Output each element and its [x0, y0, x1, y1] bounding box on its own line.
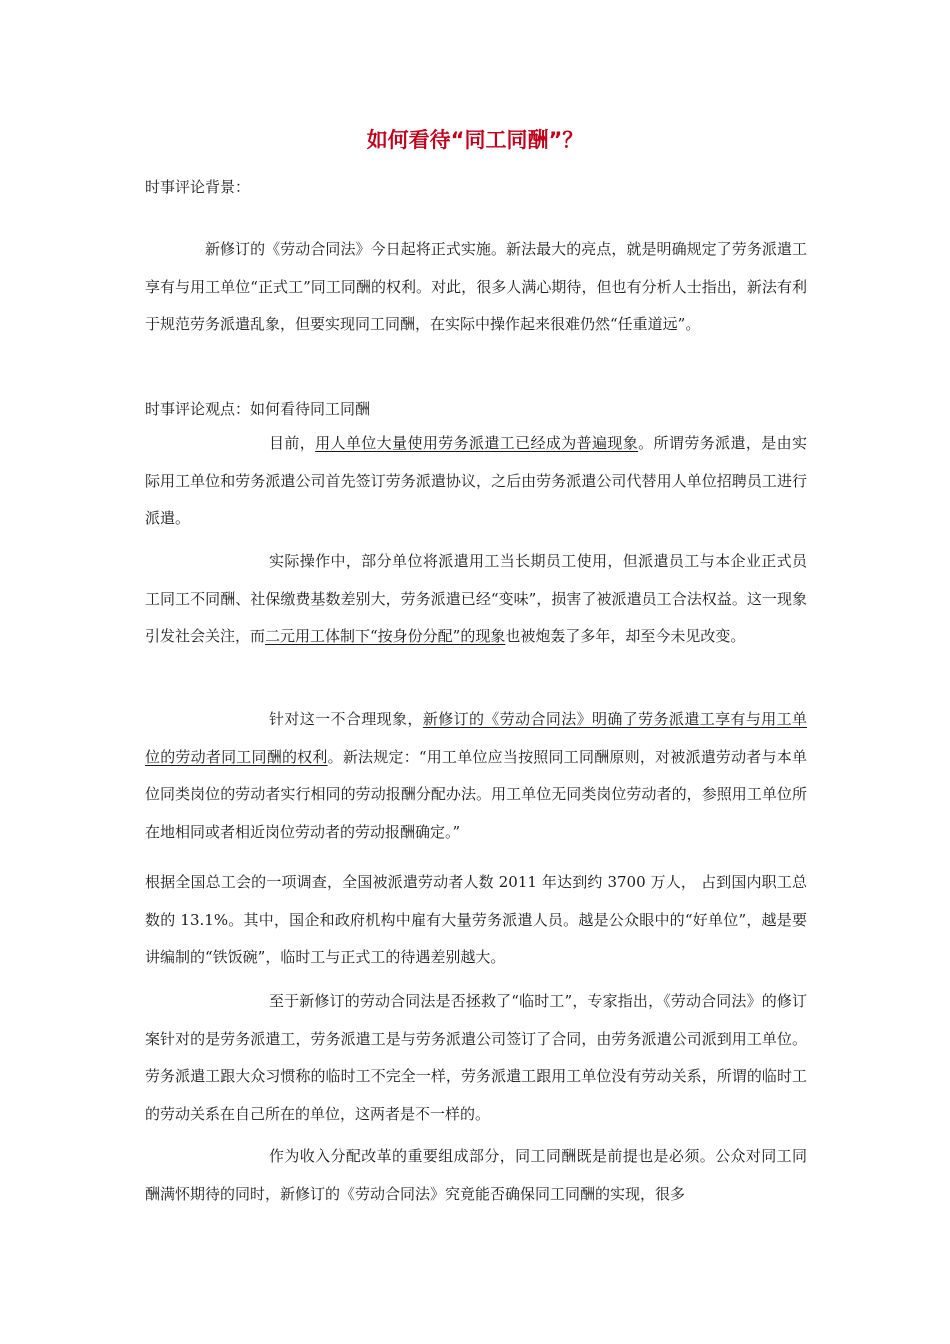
text-run: 。新法规定：“用工单位应当按照同工同酬原则，对被派遣劳动者与本单位同类岗位的劳动者实行相同的劳动报酬分配办法。用工单位无同类岗位劳动者的，参照用工单位所在地相同或者相近岗位劳动者的劳动报酬确定。” [145, 747, 807, 841]
underlined-text: 二元用工体制下“按身份分配”的现象 [265, 627, 506, 645]
paragraph-expert-opinion: 至于新修订的劳动合同法是否拯救了“临时工”，专家指出，《劳动合同法》的修订案针对的是劳务派遣工，劳务派遣工是与劳务派遣公司签订了合同，由劳务派遣公司派到用工单位。劳务派遣工跟大众习惯称的临时工不完全一样，劳务派遣工跟用工单位没有劳动关系，所谓的临时工的劳动关系在自己所在的单位，这两者是不一样的。 [145, 992, 807, 1123]
paragraph-current-situation [145, 425, 807, 538]
page-title: 如何看待“同工同酬”？ [366, 128, 584, 152]
underlined-text: 用人单位大量使用劳务派遣工已经成为普遍现象 [315, 434, 639, 452]
text-run: 实际操作中，部分单位将派遣用工当长期员工使用，但派遣员工与本企业正式员工同工不同酬、社保缴费基数差别大，劳务派遣已经“变味”，损害了被派遣员工合法权益。这一现象引发社会关注，而 [145, 552, 807, 645]
text-run: 目前， [269, 434, 316, 452]
background-label: 时事评论背景： [145, 178, 251, 196]
viewpoint-label: 时事评论观点：如何看待同工同酬 [145, 400, 371, 418]
paragraph-new-law [145, 701, 807, 851]
text-run: 。所谓劳务派遣，是由实际用工单位和劳务派遣公司首先签订劳务派遣协议，之后由劳务派遣公司代替用人单位招聘员工进行派遣。 [145, 434, 807, 527]
paragraph-conclusion: 作为收入分配改革的重要组成部分，同工同酬既是前提也是必须。公众对同工同酬满怀期待的同时，新修订的《劳动合同法》究竟能否确保同工同酬的实现，很多 [145, 1147, 807, 1203]
paragraph-practice [145, 543, 807, 656]
text-run: 针对这一不合理现象， [269, 710, 423, 728]
paragraph-survey: 根据全国总工会的一项调查，全国被派遣劳动者人数 2011 年达到约 3700 万人， 占到国内职工总数的 13.1%。其中，国企和政府机构中雇有大量劳务派遣人员。越是公众眼中的“好单位”，越是要讲编制的“铁饭碗”，临时工与正式工的待遇差别越大。 [145, 873, 807, 966]
underlined-text: 新修订的《劳动合同法》明确了劳务派遣工享有与用工单位的劳动者同工同酬的权利 [145, 710, 807, 766]
text-run: 也被炮轰了多年，却至今未见改变。 [505, 627, 746, 645]
paragraph-background: 新修订的《劳动合同法》今日起将正式实施。新法最大的亮点，就是明确规定了劳务派遣工享有与用工单位“正式工”同工同酬的权利。对此，很多人满心期待，但也有分析人士指出，新法有利于规范劳务派遣乱象，但要实现同工同酬，在实际中操作起来很难仍然“任重道远”。 [145, 240, 807, 333]
